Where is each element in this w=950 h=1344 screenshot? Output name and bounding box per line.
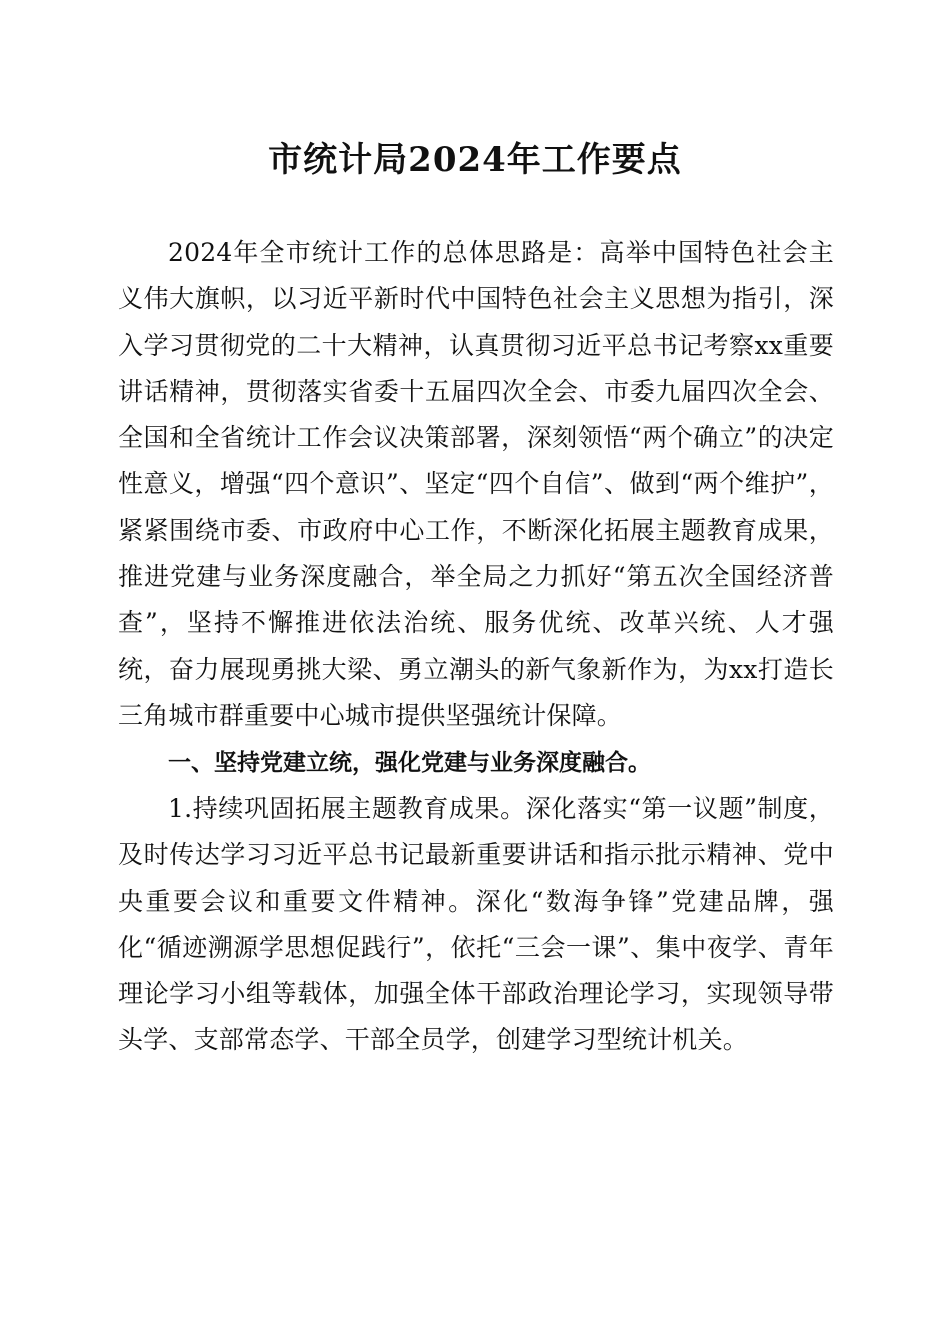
intro-paragraph: 2024年全市统计工作的总体思路是：高举中国特色社会主义伟大旗帜，以习近平新时代中国特色社会主义思想为指引，深入学习贯彻党的二十大精神，认真贯彻习近平总书记考察xx重要讲话精神，贯彻落实省委十五届四次全会、市委九届四次全会、全国和全省统计工作会议决策部署，深刻领悟“两个确立”的决定性意义，增强“四个意识”、坚定“四个自信”、做到“两个维护”，紧紧围绕市委、市政府中心工作，不断深化拓展主题教育成果，推进党建与业务深度融合，举全局之力抓好“第五次全国经济普查”，坚持不懈推进依法治统、服务优统、改革兴统、人才强统，奋力展现勇挑大梁、勇立潮头的新气象新作为，为xx打造长三角城市群重要中心城市提供坚强统计保障。 [118,238,834,730]
document-title: 市统计局2024年工作要点 [268,140,682,180]
section-item-paragraph: 1.持续巩固拓展主题教育成果。深化落实“第一议题”制度，及时传达学习习近平总书记最新重要讲话和指示批示精神、党中央重要会议和重要文件精神。深化“数海争锋”党建品牌，强化“循迹溯源学思想促践行”，依托“三会一课”、集中夜学、青年理论学习小组等载体，加强全体干部政治理论学习，实现领导带头学、支部常态学、干部全员学，创建学习型统计机关。 [118,794,834,1055]
section-heading: 一、坚持党建立统，强化党建与业务深度融合。 [168,750,651,776]
